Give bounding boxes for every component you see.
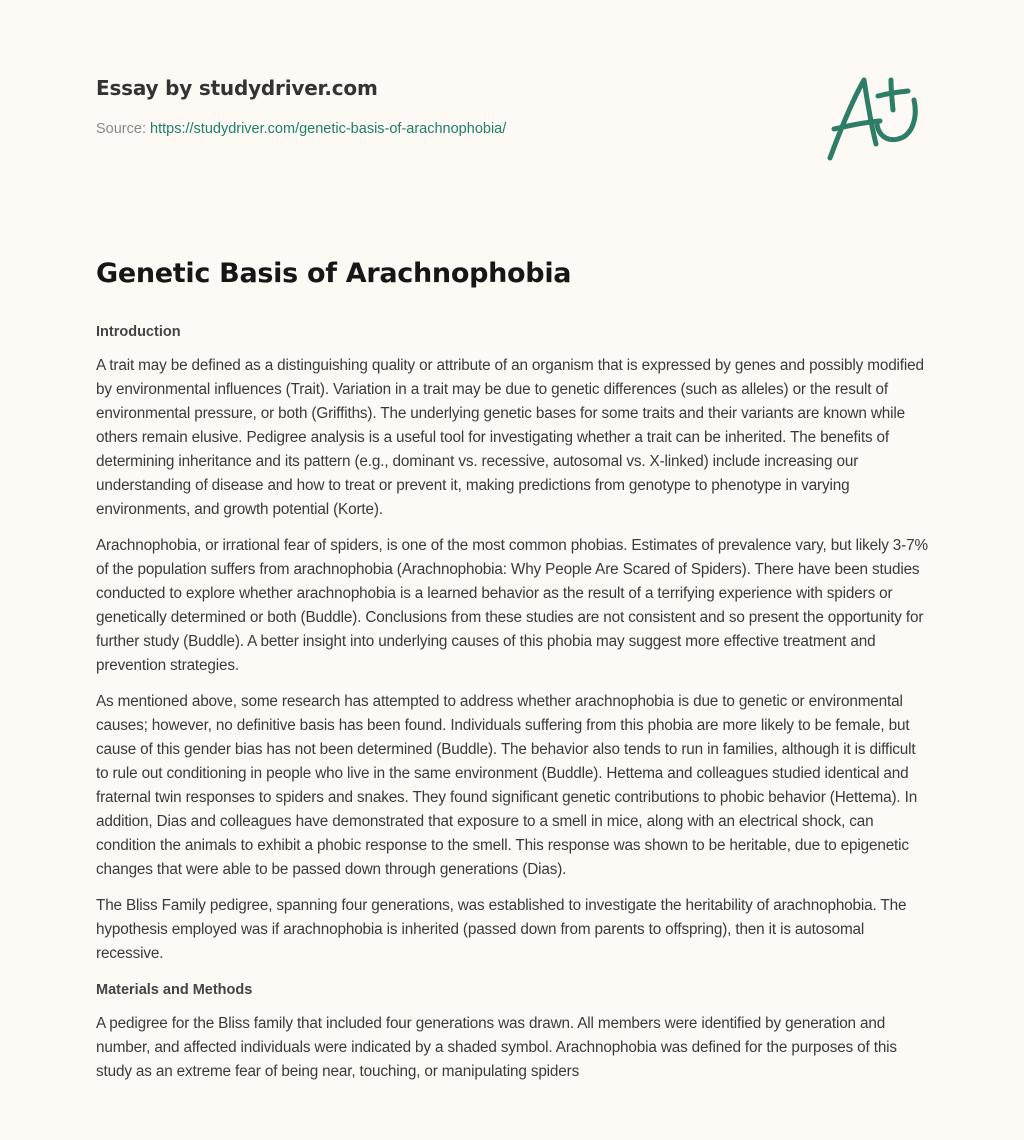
a-plus-grade-icon: [820, 66, 930, 166]
paragraph: The Bliss Family pedigree, spanning four generations, was established to investigate the heritability of arachnophobia. The hypothesis employed was if arachnophobia is inherited (passed down from parents to offspring), then it is autosomal recessive.: [96, 897, 907, 962]
paragraph: As mentioned above, some research has attempted to address whether arachnophobia is due to genetic or environmental causes; however, no definitive basis has been found. Individuals suffering from this phobia are more likely to be female, but cause of this gender bias has not been determined (Buddle). The behavior also tends to run in families, although it is difficult to rule out conditioning in people who live in the same environment (Buddle). Hettema and colleagues studied identical and fraternal twin responses to spiders and snakes. They found significant genetic contributions to phobic behavior (Hettema). In addition, Dias and colleagues have demonstrated that exposure to a smell in mice, along with an electrical shock, can condition the animals to exhibit a phobic response to the smell. This response was shown to be heritable, due to epigenetic changes that were able to be passed down through generations (Dias).: [96, 693, 918, 878]
paragraph: A pedigree for the Bliss family that included four generations was drawn. All members were identified by generation and number, and affected individuals were indicated by a shaded symbol. Arachnophobia was defined for the purposes of this study as an extreme fear of being near, touching, or manipulating spiders: [96, 1015, 897, 1080]
paragraph: A trait may be defined as a distinguishing quality or attribute of an organism that is expressed by genes and possibly modified by environmental influences (Trait). Variation in a trait may be due to genetic differences (such as alleles) or the result of environmental pressure, or both (Griffiths). The underlying genetic bases for some traits and their variants are known while others remain elusive. Pedigree analysis is a useful tool for investigating whether a trait can be inherited. The benefits of determining inheritance and its pattern (e.g., dominant vs. recessive, autosomal vs. X-linked) include increasing our understanding of disease and how to treat or prevent it, making predictions from genotype to phenotype in varying environments, and growth potential (Korte).: [96, 357, 924, 518]
essay-article: [96, 254, 928, 1096]
source-link[interactable]: https://studydriver.com/genetic-basis-of-arachnophobia/: [150, 121, 507, 137]
site-header: [96, 76, 506, 138]
section-heading-materials-and-methods: Materials and Methods: [96, 982, 253, 998]
source-line: [96, 120, 506, 138]
source-label: Source:: [96, 121, 146, 137]
site-title: Essay by studydriver.com: [96, 76, 378, 100]
page-title: Genetic Basis of Arachnophobia: [96, 258, 572, 289]
paragraph: Arachnophobia, or irrational fear of spiders, is one of the most common phobias. Estimates of prevalence vary, but likely 3-7% of the population suffers from arachnophobia (Arachnophobia: Why People Are Scared of Spiders). There have been studies conducted to explore whether arachnophobia is a learned behavior as the result of a terrifying experience with spiders or genetically determined or both (Buddle). Conclusions from these studies are not consistent and so present the opportunity for further study (Buddle). A better insight into underlying causes of this phobia may suggest more effective treatment and prevention strategies.: [96, 537, 928, 674]
section-heading-introduction: Introduction: [96, 324, 181, 340]
